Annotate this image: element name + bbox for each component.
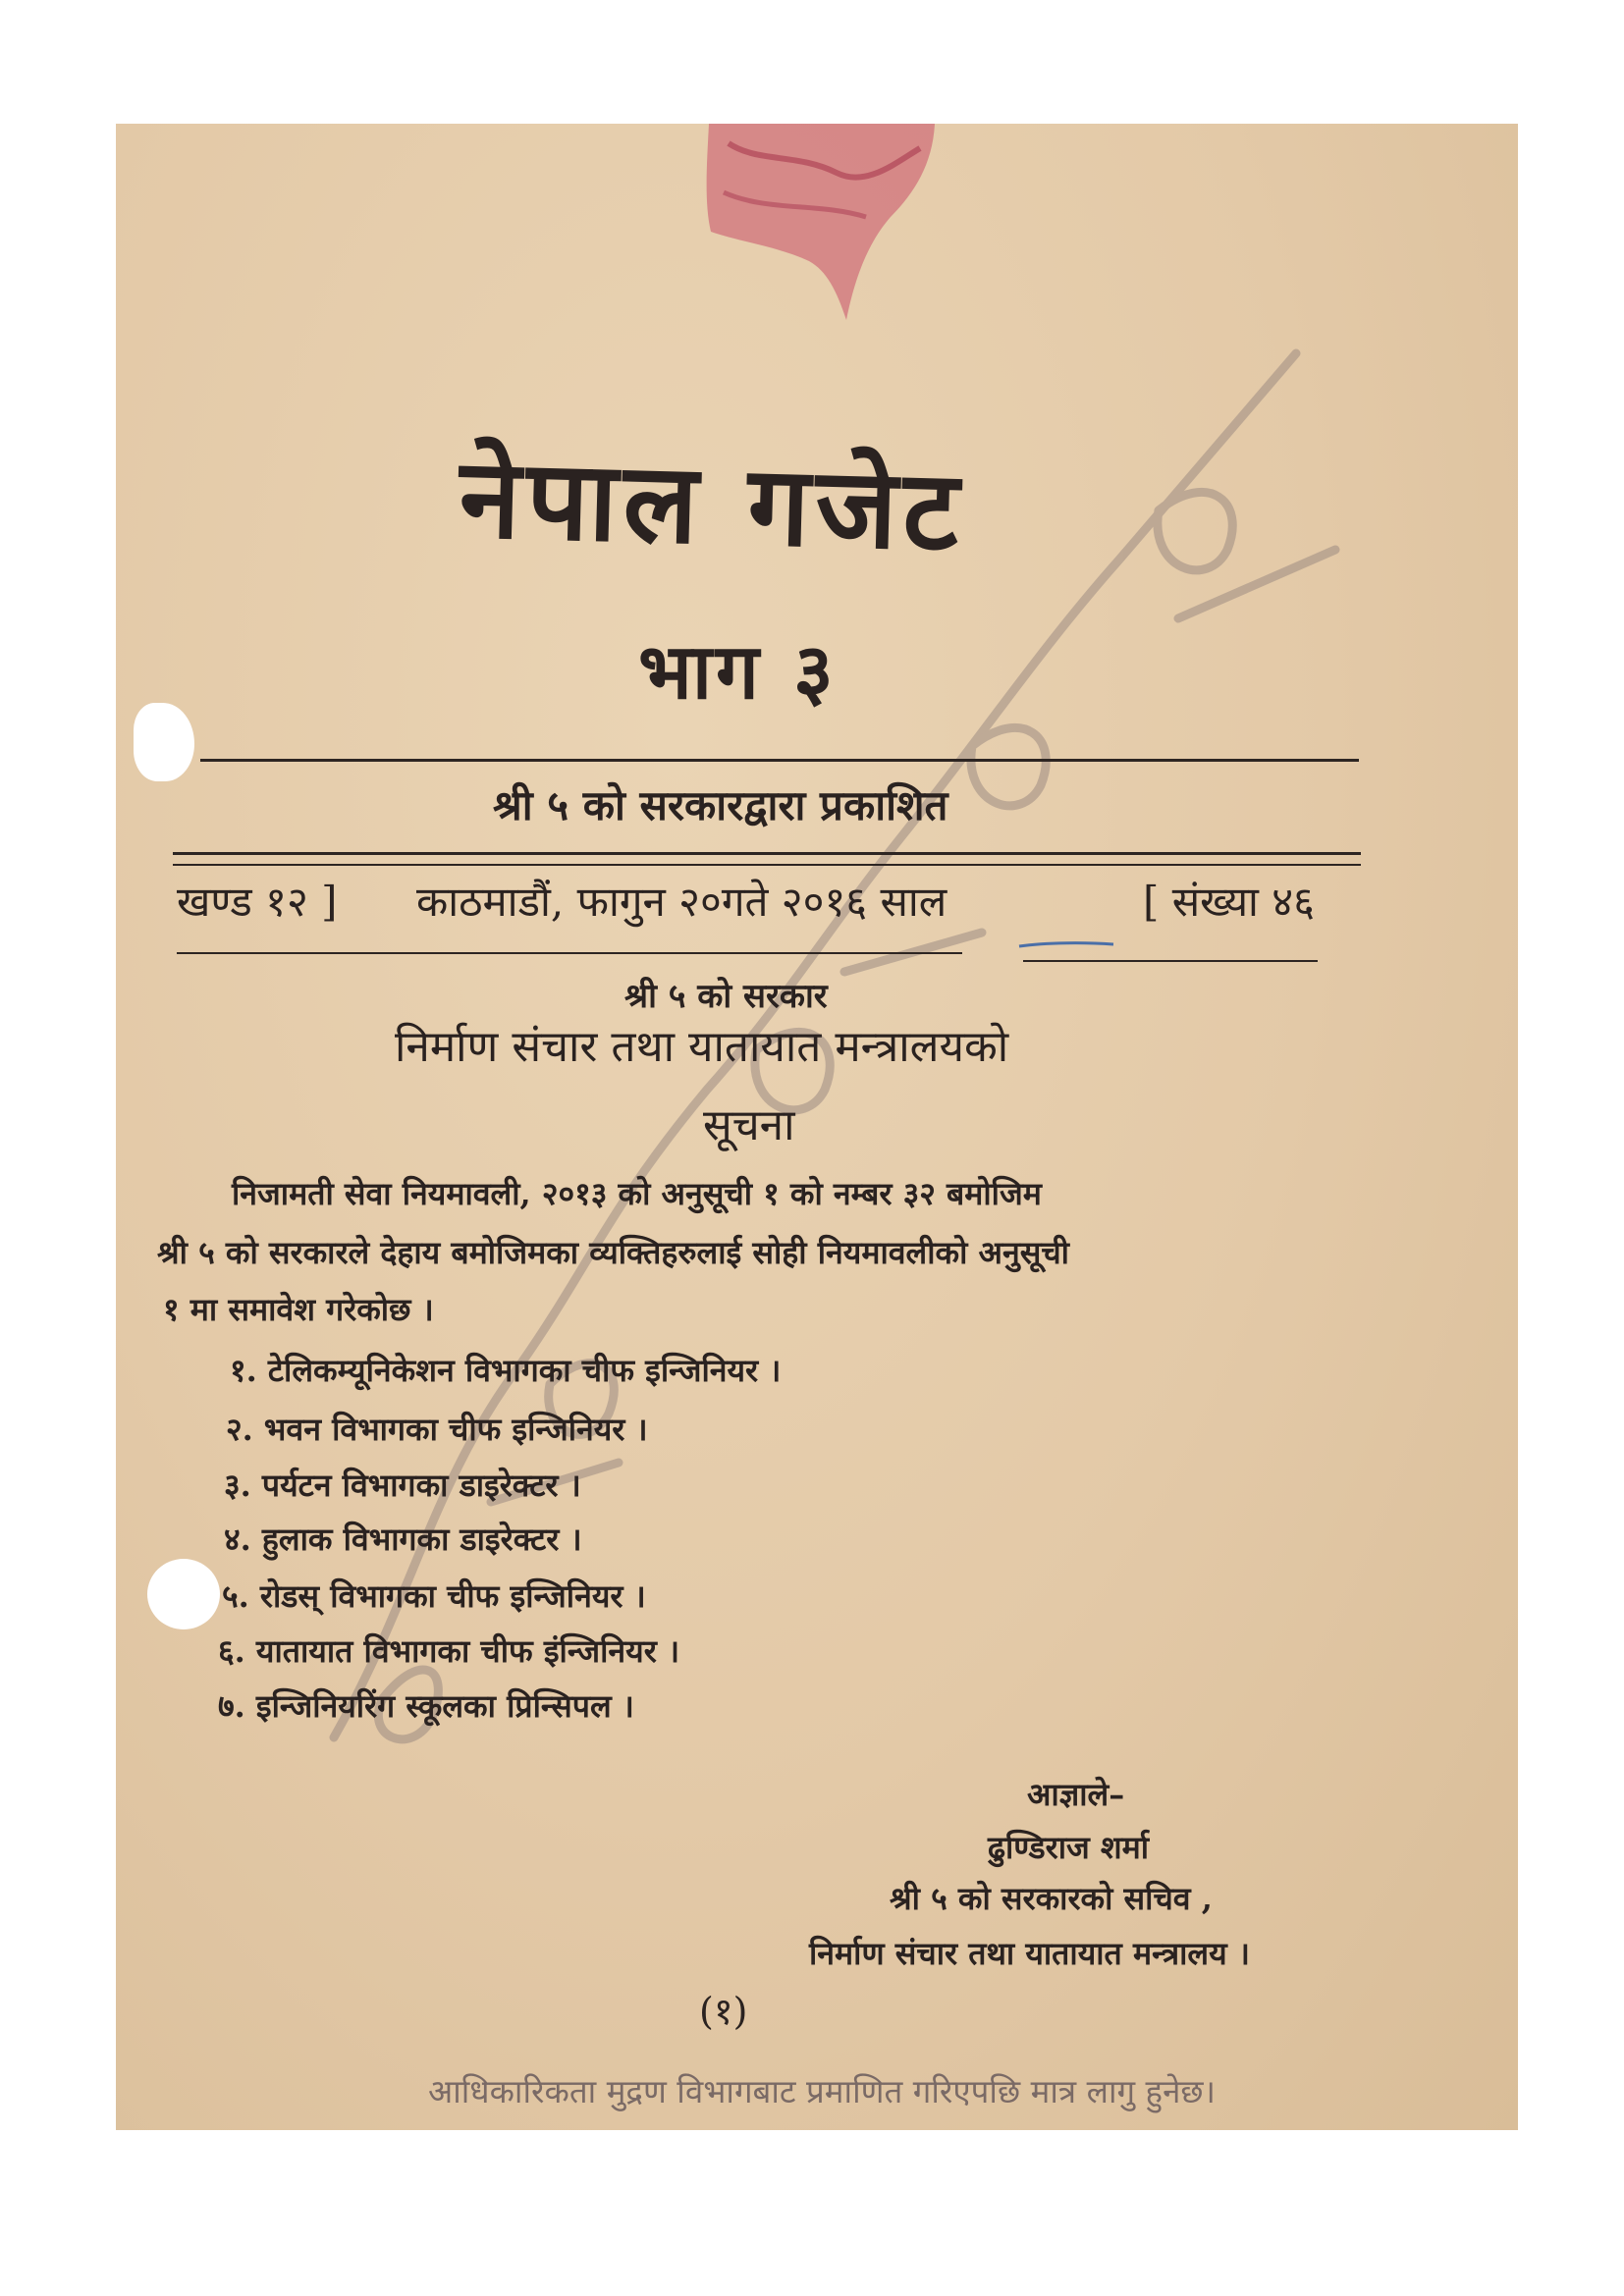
list-item: १. टेलिकम्यूनिकेशन विभागका चीफ इन्जिनियर । [230, 1352, 782, 1389]
signature-order: आज्ञाले– [1027, 1776, 1125, 1813]
list-item: २. भवन विभागका चीफ इन्जिनियर । [226, 1411, 648, 1448]
rule-bottom-left [177, 952, 962, 954]
pen-underline-mark [1017, 938, 1115, 950]
place-date: काठमाडौं, फागुन २०गते २०१६ साल [416, 878, 947, 926]
signatory-name: ढुण्डिराज शर्मा [988, 1829, 1150, 1866]
signatory-office: निर्माण संचार तथा यातायात मन्त्रालय । [809, 1935, 1250, 1972]
seal-stamp-mark [699, 124, 945, 330]
punch-hole-bottom [147, 1559, 220, 1629]
rule-bottom-right [1023, 960, 1318, 962]
body-line: १ मा समावेश गरेकोछ । [163, 1291, 434, 1328]
list-item: ६. यातायात विभागका चीफ इंन्जिनियर । [218, 1632, 680, 1670]
body-line: श्री ५ को सरकारले देहाय बमोजिमका व्यक्तिहरुलाई सोही नियमावलीको अनुसूची [157, 1234, 1069, 1271]
gazette-part: भाग ३ [638, 627, 838, 717]
gazette-page [116, 124, 1518, 2130]
rule-top [200, 759, 1359, 762]
signatory-designation: श्री ५ को सरकारको सचिव , [890, 1880, 1213, 1917]
publisher-line: श्री ५ को सरकारद्वारा प्रकाशित [493, 781, 948, 829]
list-item: ५. रोडस् विभागका चीफ इन्जिनियर । [222, 1577, 646, 1615]
page-number: (१) [699, 1990, 748, 2033]
rule-mid-1 [173, 852, 1361, 855]
rule-mid-2 [173, 864, 1361, 866]
gazette-title: नेपाल गजेट [458, 434, 966, 576]
body-line: निजामती सेवा नियमावली, २०१३ को अनुसूची १ को नम्बर ३२ बमोजिम [232, 1175, 1042, 1212]
list-item: ४. हुलाक विभागका डाइरेक्टर । [224, 1521, 582, 1558]
issue-number: [ संख्या ४६ [1143, 878, 1315, 926]
ministry-heading: निर्माण संचार तथा यातायात मन्त्रालयको [395, 1022, 1009, 1072]
punch-hole-top [134, 703, 194, 781]
volume-label: खण्ड १२ ] [177, 878, 338, 926]
list-item: ७. इन्जिनियरिंग स्कूलका प्रिन्सिपल । [218, 1687, 634, 1725]
authority-heading: श्री ५ को सरकार [624, 977, 828, 1016]
list-item: ३. पर्यटन विभागका डाइरेक्टर । [224, 1467, 581, 1504]
authenticity-footer: आधिकारिकता मुद्रण विभागबाट प्रमाणित गरिएपछि मात्र लागु हुनेछ। [428, 2072, 1217, 2110]
notice-heading: सूचना [703, 1100, 795, 1150]
